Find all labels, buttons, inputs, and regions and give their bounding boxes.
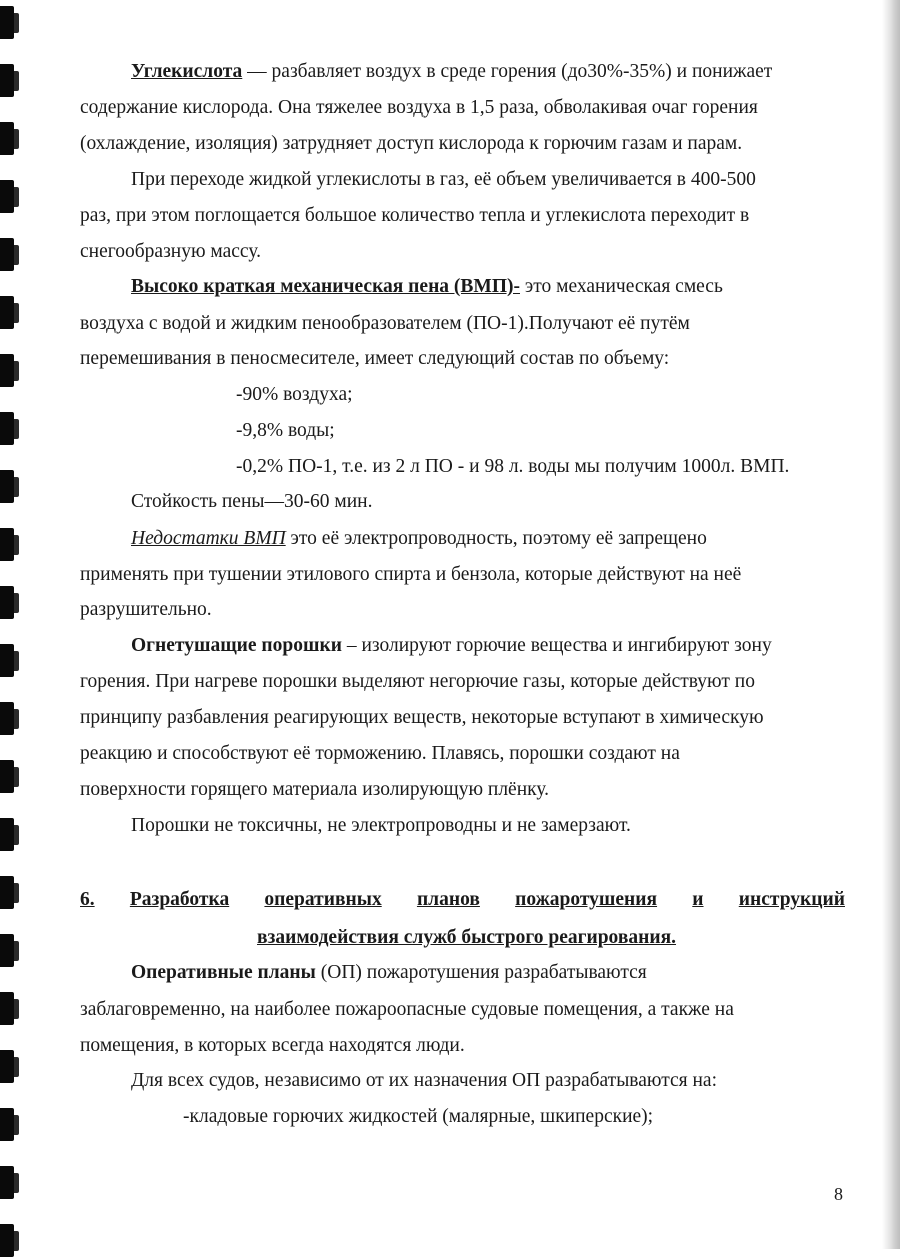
paragraph-powders-properties: Порошки не токсичны, не электропроводны и не замерзают.: [131, 815, 631, 836]
heading-word: 6.: [80, 889, 95, 910]
paragraph-plans-line-2: заблаговременно, на наиболее пожароопасные судовые помещения, а также на: [80, 999, 734, 1020]
paragraph-foam-line-1: Высоко краткая механическая пена (ВМП)- это механическая смесь: [131, 276, 723, 297]
heading-word: оперативных: [264, 889, 382, 910]
paragraph-co2-expansion-line-3: снегообразную массу.: [80, 241, 262, 262]
term-operational-plans: Оперативные планы: [131, 962, 316, 983]
paragraph-co2-expansion-line-2: раз, при этом поглощается большое количество тепла и углекислота переходит в: [80, 205, 750, 226]
term-foam: Высоко краткая механическая пена (ВМП)-: [131, 276, 520, 297]
binding-holes: [0, 0, 28, 1249]
paragraph-plans-line-3: помещения, в которых всегда находятся люди.: [80, 1035, 465, 1056]
paragraph-co2-line-3: (охлаждение, изоляция) затрудняет доступ кислорода к горючим газам и парам.: [80, 133, 743, 154]
page-edge-shadow: [882, 0, 900, 1249]
term-co2: Углекислота: [131, 61, 243, 82]
page-number: 8: [834, 1184, 843, 1204]
section-heading-line-1: [80, 888, 845, 912]
heading-word: и: [692, 889, 704, 910]
list-item: -кладовые горючих жидкостей (малярные, шкиперские);: [183, 1106, 654, 1127]
paragraph-foam-drawbacks-line-3: разрушительно.: [80, 599, 212, 620]
paragraph-foam-drawbacks-line-2: применять при тушении этилового спирта и бензола, которые действуют на неё: [80, 564, 742, 585]
section-heading-line-2: взаимодействия служб быстрого реагирования.: [257, 927, 677, 948]
paragraph-powders-line-1: Огнетушащие порошки – изолируют горючие вещества и ингибируют зону: [131, 635, 772, 656]
paragraph-co2-expansion-line-1: При переходе жидкой углекислоты в газ, её объем увеличивается в 400-500: [131, 169, 756, 190]
heading-word: Разработка: [129, 889, 230, 910]
foam-stability: Стойкость пены—30-60 мин.: [131, 491, 373, 512]
paragraph-powders-line-5: поверхности горящего материала изолирующую плёнку.: [80, 779, 550, 800]
paragraph-powders-line-2: горения. При нагреве порошки выделяют негорючие газы, которые действуют по: [80, 671, 755, 692]
paragraph-foam-drawbacks-line-1: Недостатки ВМП это её электропроводность, поэтому её запрещено: [131, 528, 707, 549]
term-powders: Огнетушащие порошки: [131, 635, 342, 656]
paragraph-co2-line-2: содержание кислорода. Она тяжелее воздуха в 1,5 раза, обволакивая очаг горения: [80, 97, 758, 118]
paragraph-powders-line-4: реакцию и способствуют её торможению. Плавясь, порошки создают на: [80, 743, 680, 764]
composition-item: -90% воздуха;: [236, 384, 353, 405]
paragraph-foam-line-2: воздуха с водой и жидким пенообразователем (ПО-1).Получают её путём: [80, 313, 690, 334]
heading-word: планов: [416, 889, 480, 910]
paragraph-plans-line-1: Оперативные планы (ОП) пожаротушения разрабатываются: [131, 962, 647, 983]
term-foam-drawbacks: Недостатки ВМП: [131, 528, 286, 549]
paragraph-all-ships: Для всех судов, независимо от их назначения ОП разрабатываются на:: [131, 1070, 717, 1091]
heading-word: инструкций: [738, 889, 845, 910]
composition-item: -0,2% ПО-1, т.е. из 2 л ПО - и 98 л. воды мы получим 1000л. ВМП.: [236, 456, 790, 477]
paragraph-powders-line-3: принципу разбавления реагирующих веществ, некоторые вступают в химическую: [80, 707, 764, 728]
composition-item: -9,8% воды;: [236, 420, 335, 441]
paragraph-foam-line-3: перемешивания в пеносмесителе, имеет следующий состав по объему:: [80, 348, 670, 369]
heading-word: пожаротушения: [515, 889, 658, 910]
paragraph-co2-line-1: Углекислота — разбавляет воздух в среде горения (до30%-35%) и понижает: [131, 61, 773, 82]
